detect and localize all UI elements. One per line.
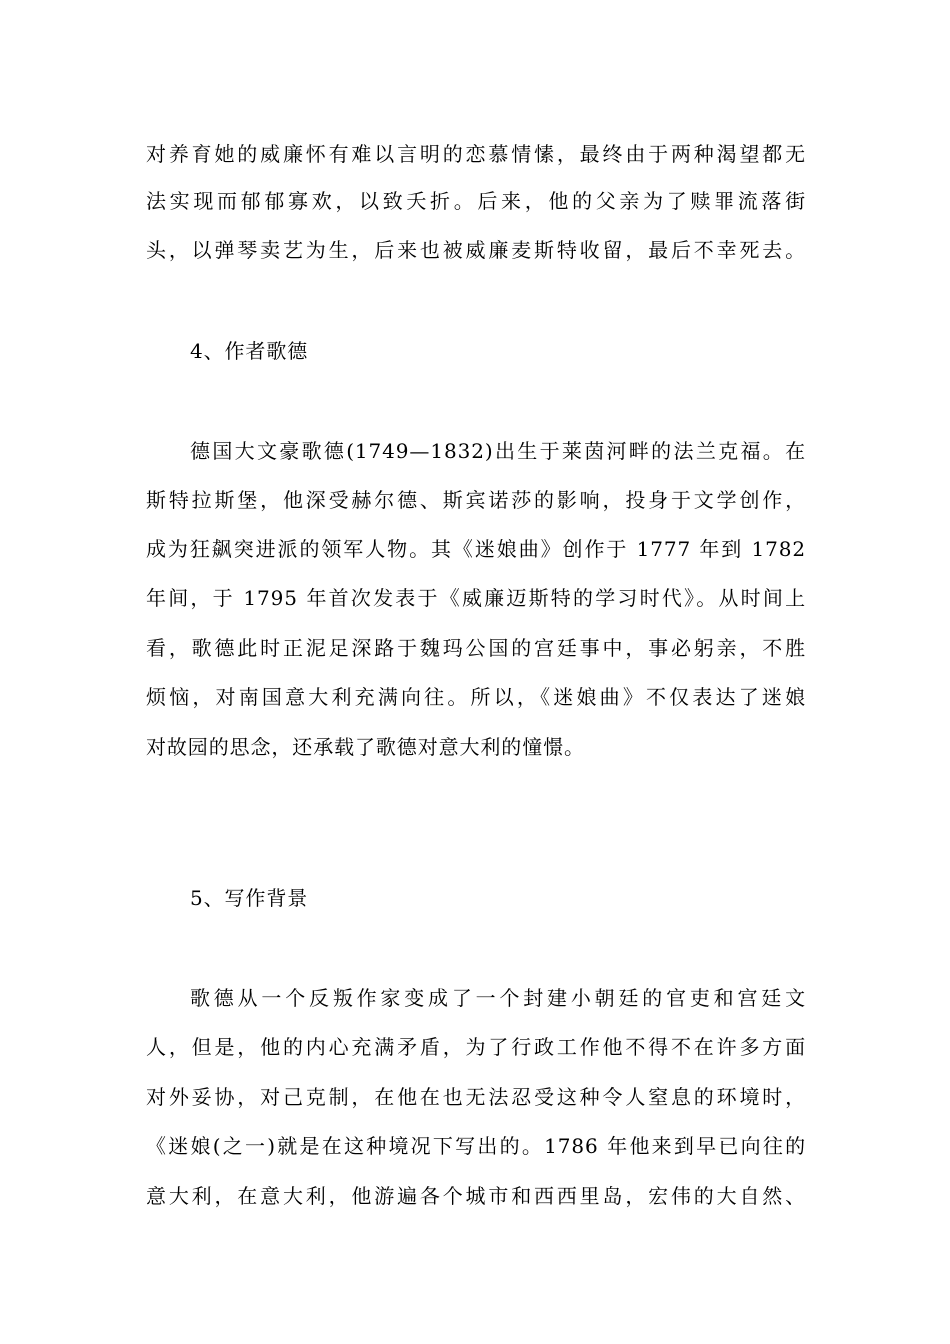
- paragraph-line: 意大利，在意大利，他游遍各个城市和西西里岛，宏伟的大自然、: [146, 1184, 806, 1208]
- paragraph-line: 看，歌德此时正泥足深路于魏玛公国的宫廷事中，事必躬亲，不胜: [146, 636, 806, 660]
- paragraph-line: 法实现而郁郁寡欢，以致夭折。后来，他的父亲为了赎罪流落街: [146, 189, 806, 213]
- paragraph-line: 年间，于 1795 年首次发表于《威廉迈斯特的学习时代》。从时间上: [146, 586, 806, 610]
- paragraph-line: 成为狂飙突进派的领军人物。其《迷娘曲》创作于 1777 年到 1782: [146, 537, 806, 561]
- paragraph-line: 对故园的思念，还承载了歌德对意大利的憧憬。: [146, 735, 585, 759]
- paragraph-line: 烦恼，对南国意大利充满向往。所以，《迷娘曲》不仅表达了迷娘: [146, 685, 806, 709]
- paragraph-line: 头，以弹琴卖艺为生，后来也被威廉麦斯特收留，最后不幸死去。: [146, 238, 806, 262]
- paragraph-line: 人，但是，他的内心充满矛盾，为了行政工作他不得不在许多方面: [146, 1035, 806, 1059]
- paragraph-line: 斯特拉斯堡，他深受赫尔德、斯宾诺莎的影响，投身于文学创作，: [146, 488, 806, 512]
- paragraph-line: 《迷娘(之一)就是在这种境况下写出的。1786 年他来到早已向往的: [146, 1134, 806, 1158]
- paragraph-line: 对养育她的威廉怀有难以言明的恋慕情愫，最终由于两种渴望都无: [146, 142, 806, 166]
- paragraph-line: 德国大文豪歌德(1749—1832)出生于莱茵河畔的法兰克福。在: [190, 439, 806, 463]
- section-heading: 5、写作背景: [190, 886, 309, 910]
- paragraph-line: 对外妥协，对己克制，在他在也无法忍受这种令人窒息的环境时，: [146, 1085, 806, 1109]
- section-heading: 4、作者歌德: [190, 339, 309, 363]
- paragraph-line: 歌德从一个反叛作家变成了一个封建小朝廷的官吏和宫廷文: [190, 986, 806, 1010]
